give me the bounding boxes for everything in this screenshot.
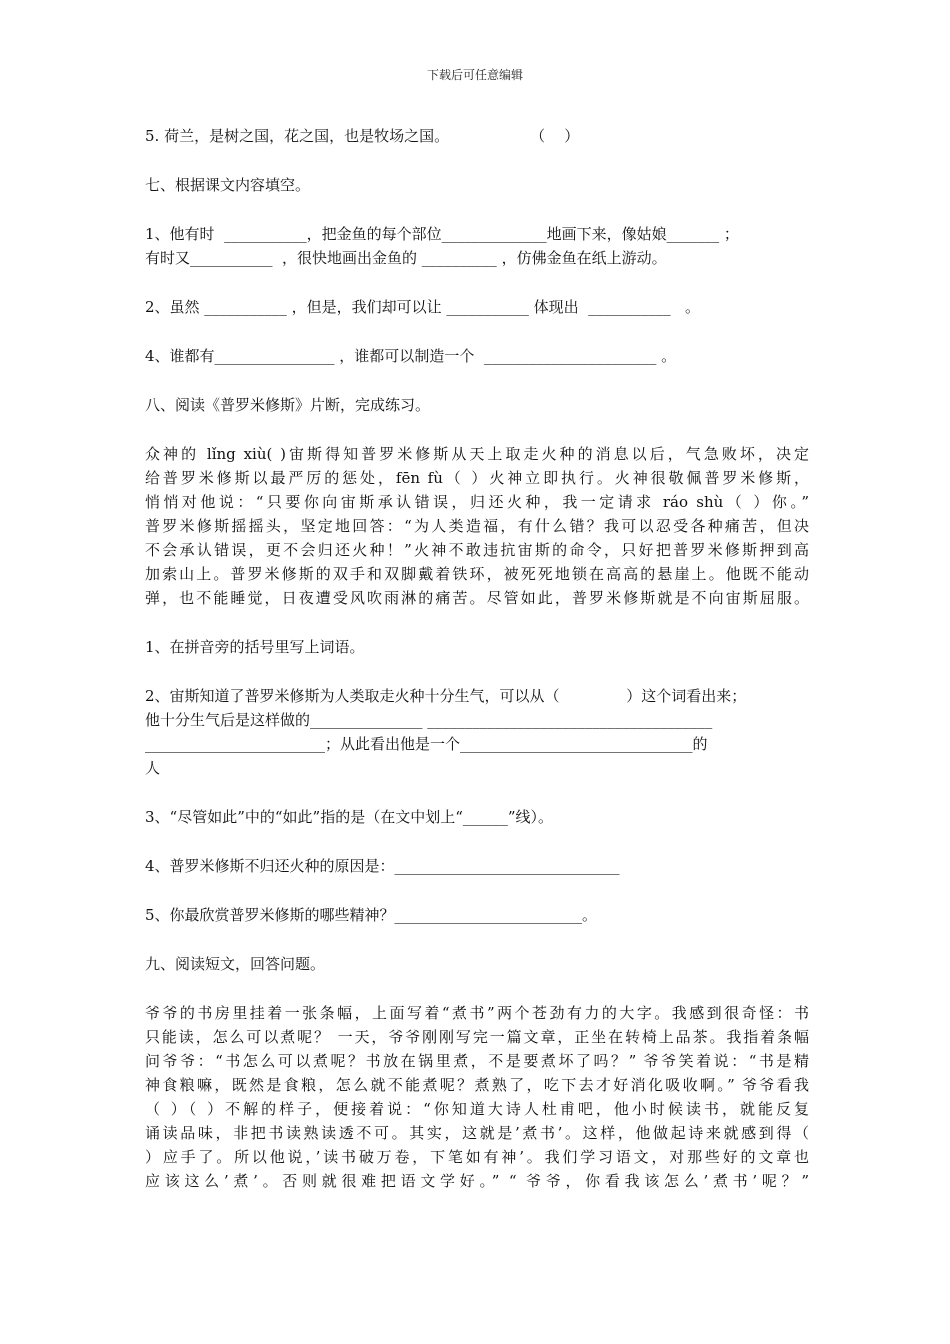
page-header: 下载后可任意编辑 [426, 68, 523, 82]
passage-line: ）应手了。所以他说，’读书破万卷，下笔如有神’。我们学习语文，对那些好的文章也 [145, 1148, 809, 1166]
section-7-title: 七、根据课文内容填空。 [145, 176, 311, 194]
question-line: 他十分生气后是这样做的_______________ ______________________________________ [145, 711, 713, 729]
passage-line: 加索山上。普罗米修斯的双手和双脚戴着铁环，被死死地锁在高高的悬崖上。他既不能动 [145, 565, 809, 583]
section-8-question-4: 4、普罗米修斯不归还火种的原因是：______________________________ [145, 857, 620, 875]
passage-line: 弹，也不能睡觉，日夜遭受风吹雨淋的痛苦。尽管如此，普罗米修斯就是不向宙斯屈服。 [145, 589, 809, 607]
passage-line: 普罗米修斯摇摇头，坚定地回答：“为人类造福，有什么错？我可以忍受各种痛苦，但决 [145, 517, 809, 535]
section-8-question-1: 1、在拼音旁的括号里写上词语。 [145, 638, 365, 656]
passage-line: 神食粮嘛，既然是食粮，怎么就不能煮呢？煮熟了，吃下去才好消化吸收啊。” 爷爷看我 [145, 1076, 809, 1094]
passage-line: 诵读品味，非把书读熟读透不可。其实，这就是’煮书’。这样，他做起诗来就感到得（ [145, 1124, 809, 1142]
document-body [145, 124, 809, 1193]
section-8-question-3: 3、“尽管如此”中的“如此”指的是（在文中划上“______”线）。 [145, 808, 554, 826]
section-7-item-2: 2、虽然 ___________ ，但是，我们却可以让 ___________ 体现出 ___________ 。 [145, 298, 700, 316]
question-5-holland: 5. 荷兰，是树之国，花之国，也是牧场之国。 （ ） [145, 127, 580, 145]
section-7-item-1-line-2: 有时又___________ ，很快地画出金鱼的 __________ ，仿佛金鱼在纸上游动。 [145, 249, 667, 267]
section-7-item-1-line-1: 1、他有时 ___________，把金鱼的每个部位______________地画下来，像姑娘_______ ； [145, 225, 739, 243]
passage-line: 只能读，怎么可以煮呢？ 一天，爷爷刚刚写完一篇文章，正坐在转椅上品茶。我指着条幅 [145, 1028, 809, 1046]
passage-line: 给普罗米修斯以最严厉的惩处，fēn fù（ ）火神立即执行。火神很敬佩普罗米修斯， [145, 469, 809, 487]
passage-line: 悄悄对他说：“只要你向宙斯承认错误，归还火种，我一定请求 ráo shù（ ）你。” [145, 493, 809, 511]
section-8-passage [145, 442, 809, 610]
section-9-title: 九、阅读短文，回答问题。 [145, 955, 326, 973]
section-8-title: 八、阅读《普罗米修斯》片断，完成练习。 [145, 396, 431, 414]
section-8-question-5: 5、你最欣赏普罗米修斯的哪些精神？_________________________。 [145, 906, 598, 924]
section-7-item-4: 4、谁都有________________ ，谁都可以制造一个 _______________________ 。 [145, 347, 677, 365]
passage-line: （ ）（ ）不解的样子，便接着说：“你知道大诗人杜甫吧，他小时候读书，就能反复 [145, 1100, 809, 1118]
question-line: 人 [145, 759, 161, 777]
question-line: ________________________；从此看出他是一个_______________________________的 [145, 735, 708, 753]
passage-line: 不会承认错误，更不会归还火种！”火神不敢违抗宙斯的命令，只好把普罗米修斯押到高 [145, 541, 809, 559]
passage-line: 众神的 lǐng xiù( )宙斯得知普罗米修斯从天上取走火种的消息以后，气急败坏，决定 [145, 445, 809, 463]
question-line: 2、宙斯知道了普罗米修斯为人类取走火种十分生气，可以从（ ）这个词看出来； [145, 687, 747, 705]
passage-line: 问爷爷：“书怎么可以煮呢？书放在锅里煮，不是要煮坏了吗？” 爷爷笑着说：“书是精 [145, 1052, 809, 1070]
section-8-question-2 [145, 684, 809, 780]
passage-line: 爷爷的书房里挂着一张条幅，上面写着“煮书”两个苍劲有力的大字。我感到很奇怪：书 [145, 1004, 809, 1022]
section-9-passage [145, 1001, 809, 1193]
passage-line: 应该这么’煮’。否则就很难把语文学好。” “ 爷爷，你看我该怎么’煮书’呢？” [145, 1172, 809, 1190]
